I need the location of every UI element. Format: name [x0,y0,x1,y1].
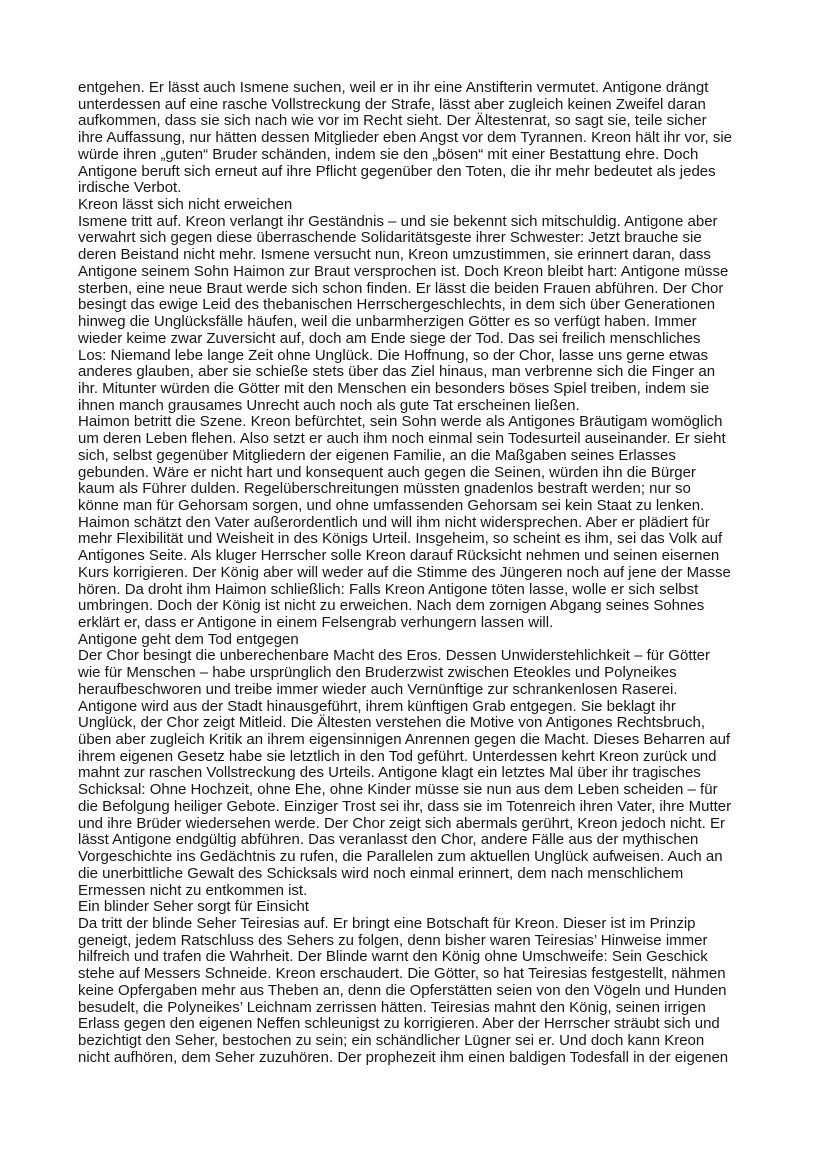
text-line: lässt Antigone endgültig abführen. Das veranlasst den Chor, andere Fälle aus der mythischen [78,831,699,849]
text-line: Haimon betritt die Szene. Kreon befürchtet, sein Sohn werde als Antigones Bräutigam womöglich [78,413,723,431]
paragraph [78,916,754,1066]
text-line: hören. Da droht ihm Haimon schließlich: Falls Kreon Antigone töten lasse, wolle er sich selbst [78,580,699,598]
text-line: besingt das ewige Leid des thebanischen Herrschergeschlechts, in dem sich über Generationen [78,296,716,314]
text-line: bezichtigt den Seher, bestochen zu sein; ein schändlicher Lügner sei er. Und doch kann Kreon [78,1031,705,1049]
text-line: wieder keime zwar Zuversicht auf, doch am Ende siege der Tod. Das sei freilich menschliches [78,329,701,347]
text-line: heraufbeschworen und treibe immer wieder auch Vernünftige zur schrankenlosen Raserei. [78,680,678,698]
text-line: erklärt er, dass er Antigone in einem Felsengrab verhungern lassen will. [78,614,554,631]
text-line: Antigone wird aus der Stadt hinausgeführt, ihrem künftigen Grab entgegen. Sie beklagt ihr [78,697,676,715]
text-line: wie für Menschen – habe ursprünglich den Bruderzwist zwischen Eteokles und Polyneikes [78,664,677,682]
text-line: die Befolgung heiliger Gebote. Einziger Trost sei ihr, dass sie im Totenreich ihren Vater, ihre Mutter [78,797,732,815]
text-line: hinweg die Unglücksfälle häufen, weil die unbarmherzigen Götter es so verfügt haben. Immer [78,313,697,331]
text-line: würde ihren „guten“ Bruder schänden, indem sie den „bösen“ mit einer Bestattung ehre. Doch [78,145,699,163]
text-line: Schicksal: Ohne Hochzeit, ohne Ehe, ohne Kinder müsse sie nun aus dem Leben scheiden – für [78,781,718,799]
text-line: und ihre Brüder wiedersehen werde. Der Chor zeigt sich abermals gerührt, Kreon jedoch nicht. Er [78,814,725,832]
text-line: Haimon schätzt den Vater außerordentlich und will ihm nicht widersprechen. Aber er plädiert für [78,513,710,531]
text-line: hilfreich und trafen die Wahrheit. Der Blinde warnt den König ohne Umschweife: Sein Geschick [78,948,708,966]
text-line: Der Chor besingt die unberechenbare Macht des Eros. Dessen Unwiderstehlichkeit – für Götter [78,647,710,665]
text-line: Los: Niemand lebe lange Zeit ohne Unglück. Die Hoffnung, so der Chor, lasse uns gerne etwas [78,346,709,364]
text-line: Unglück, der Chor zeigt Mitleid. Die Ältesten verstehen die Motive von Antigones Rechtsbruch, [78,714,705,732]
paragraph [78,648,754,899]
text-line: üben aber zugleich Kritik an ihrem eigensinnigen Anrennen gegen die Macht. Dieses Beharren auf [78,731,731,749]
text-line: mahnt zur raschen Vollstreckung des Urteils. Antigone klagt ein letztes Mal über ihr tragisches [78,764,701,782]
text-line: Da tritt der blinde Seher Teiresias auf. Er bringt eine Botschaft für Kreon. Dieser ist im Prinzip [78,914,696,932]
text-line: Erlass gegen den eigenen Neffen schleunigst zu korrigieren. Aber der Herrscher sträubt sich und [78,1015,720,1033]
paragraph [78,414,754,631]
text-line: besudelt, die Polyneikes’ Leichnam zerrissen hätten. Teiresias mahnt den König, seinen irrigen [78,998,706,1016]
text-line: unterdessen auf eine rasche Vollstreckung der Strafe, lässt aber zugleich keinen Zweifel daran [78,95,706,113]
text-line: gebunden. Wäre er nicht hart und konsequent auch gegen die Seinen, würden ihn die Bürger [78,463,696,481]
text-line: entgehen. Er lässt auch Ismene suchen, weil er in ihr eine Anstifterin vermutet. Antigone drängt [78,79,709,96]
text-line: kaum als Führer dulden. Regelüberschreitungen müssten gnadenlos bestraft werden; nur so [78,480,691,498]
text-line: die unerbittliche Gewalt des Schicksals wird noch einmal erinnert, dem nach menschlichem [78,864,684,882]
text-line: ihre Auffassung, nur hätten dessen Mitglieder eben Angst vor dem Tyrannen. Kreon hält ihr vor, sie [78,129,733,147]
text-line: mehr Flexibilität und Weisheit in des Königs Urteil. Insgeheim, so scheint es ihm, sei das Volk auf [78,530,723,548]
text-line: könne man für Gehorsam sorgen, und ohne umfassenden Gehorsam sei kein Staat zu lenken. [78,496,705,514]
section-heading [78,632,754,649]
text-line: Antigones Seite. Als kluger Herrscher solle Kreon darauf Rücksicht nehmen und seinen eisernen [78,547,720,565]
text-line: umbringen. Doch der König ist nicht zu erweichen. Nach dem zornigen Abgang seines Sohnes [78,597,705,615]
text-line: ihrem eigenen Gesetz habe sie letztlich in den Tod geführt. Unterdessen kehrt Kreon zurück und [78,747,717,765]
section-heading [78,197,754,214]
text-line: sich, selbst gegenüber Mitgliedern der eigenen Familie, an die Maßgaben seines Erlasses [78,446,676,464]
text-line: keine Opfergaben mehr aus Theben an, denn die Opferstätten seien von den Vögeln und Hunden [78,981,727,999]
text-line: stehe auf Messers Schneide. Kreon erschaudert. Die Götter, so hat Teiresias festgestellt, nähmen [78,965,726,983]
text-line: deren Beistand nicht mehr. Ismene versucht nun, Kreon umzustimmen, sie erinnert daran, dass [78,246,711,264]
text-line: Kurs korrigieren. Der König aber will weder auf die Stimme des Jüngeren noch auf jene der Masse [78,563,731,581]
text-line: nicht aufhören, dem Seher zuzuhören. Der prophezeit ihm einen baldigen Todesfall in der eigenen [78,1048,729,1066]
text-line: geneigt, jedem Ratschluss des Sehers zu folgen, denn bisher waren Teiresias’ Hinweise immer [78,931,708,949]
heading-line: Kreon lässt sich nicht erweichen [78,196,293,214]
heading-line: Ein blinder Seher sorgt für Einsicht [78,898,309,916]
text-line: Ismene tritt auf. Kreon verlangt ihr Geständnis – und sie bekennt sich mitschuldig. Antigone aber [78,212,718,230]
text-line: aufkommen, dass sie sich nach wie vor im Recht sieht. Der Ältestenrat, so sagt sie, teile sicher [78,112,707,130]
text-line: um deren Leben flehen. Also setzt er auch ihm noch einmal sein Todesurteil auseinander. Er sieht [78,430,726,448]
text-line: Antigone beruft sich erneut auf ihre Pflicht gegenüber den Toten, die ihr mehr bedeutet als jedes [78,162,716,180]
text-line: ihr. Mitunter würden die Götter mit den Menschen ein besonders böses Spiel treiben, indem sie [78,379,710,397]
paragraph [78,80,754,197]
text-line: verwahrt sich gegen diese überraschende Solidaritätsgeste ihrer Schwester: Jetzt brauche sie [78,229,702,247]
paragraph [78,214,754,415]
text-line: Vorgeschichte ins Gedächtnis zu rufen, die Parallelen zum aktuellen Unglück aufweisen. Auch an [78,848,723,866]
text-line: Antigone seinem Sohn Haimon zur Braut versprochen ist. Doch Kreon bleibt hart: Antigone müsse [78,262,729,280]
text-line: Ermessen nicht zu entkommen ist. [78,881,308,899]
heading-line: Antigone geht dem Tod entgegen [78,630,299,648]
text-column [78,80,754,1066]
text-line: irdische Verbot. [78,179,182,197]
text-line: anderes glauben, aber sie schieße stets über das Ziel hinaus, man verbrenne sich die Finger an [78,363,716,381]
text-line: ihnen manch grausames Unrecht auch noch als gute Tat erscheinen ließen. [78,396,580,414]
text-line: sterben, eine neue Braut werde sich schon finden. Er lässt die beiden Frauen abführen. Der Chor [78,279,724,297]
section-heading [78,899,754,916]
